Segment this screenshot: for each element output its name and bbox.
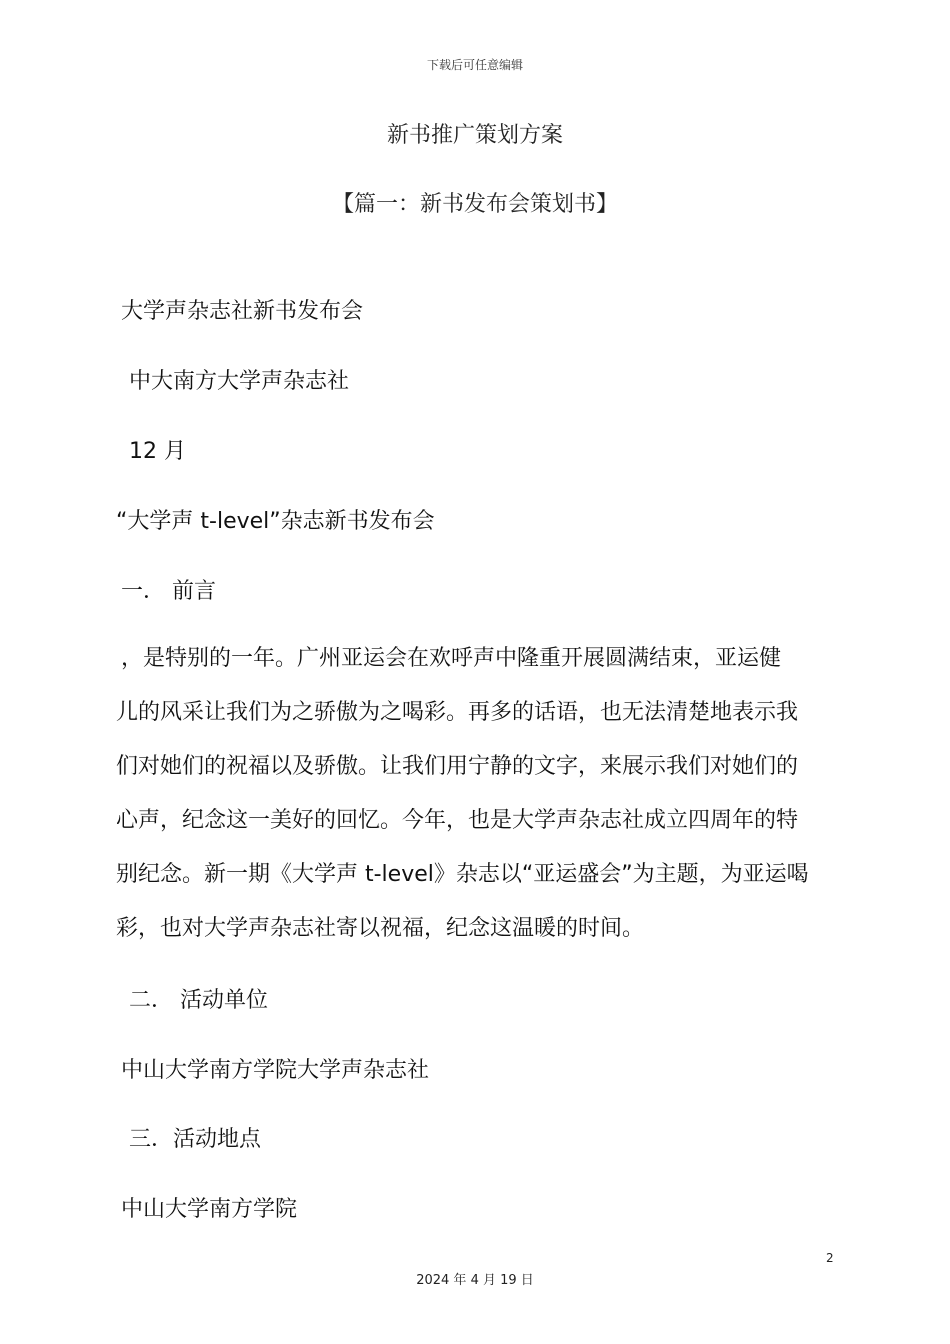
- document-subtitle: 【篇一：新书发布会策划书】: [331, 192, 618, 217]
- document-title: 新书推广策划方案: [386, 123, 563, 148]
- section-heading-location: 三．活动地点: [129, 1127, 262, 1152]
- preface-line: 别纪念。新一期《大学声 t-level》杂志以“亚运盛会”为主题，为亚运喝: [116, 862, 809, 887]
- month-line: 12 月: [129, 439, 186, 464]
- preface-line: 们对她们的祝福以及骄傲。让我们用宁静的文字，来展示我们对她们的: [116, 754, 799, 779]
- event-name-line: 大学声杂志社新书发布会: [121, 299, 364, 324]
- section-heading-units: 二． 活动单位: [129, 988, 268, 1013]
- page-number: 2: [826, 1251, 834, 1265]
- preface-line: 彩，也对大学声杂志社寄以祝福，纪念这温暖的时间。: [116, 916, 645, 941]
- page-header-note: 下载后可任意编辑: [426, 58, 523, 72]
- preface-line: 心声，纪念这一美好的回忆。今年，也是大学声杂志社成立四周年的特: [116, 808, 799, 833]
- location-body: 中山大学南方学院: [121, 1197, 298, 1222]
- section-heading-preface: 一． 前言: [121, 579, 216, 604]
- organizer-line: 中大南方大学声杂志社: [129, 369, 350, 394]
- preface-paragraph: [116, 632, 836, 956]
- preface-line: 儿的风采让我们为之骄傲为之喝彩。再多的话语，也无法清楚地表示我: [116, 700, 799, 725]
- units-body: 中山大学南方学院大学声杂志社: [121, 1058, 430, 1083]
- footer-date: 2024 年 4 月 19 日: [416, 1273, 534, 1288]
- preface-line: ，是特别的一年。广州亚运会在欢呼声中隆重开展圆满结束，亚运健: [121, 646, 782, 671]
- magazine-event-line: “大学声 t-level”杂志新书发布会: [116, 509, 435, 534]
